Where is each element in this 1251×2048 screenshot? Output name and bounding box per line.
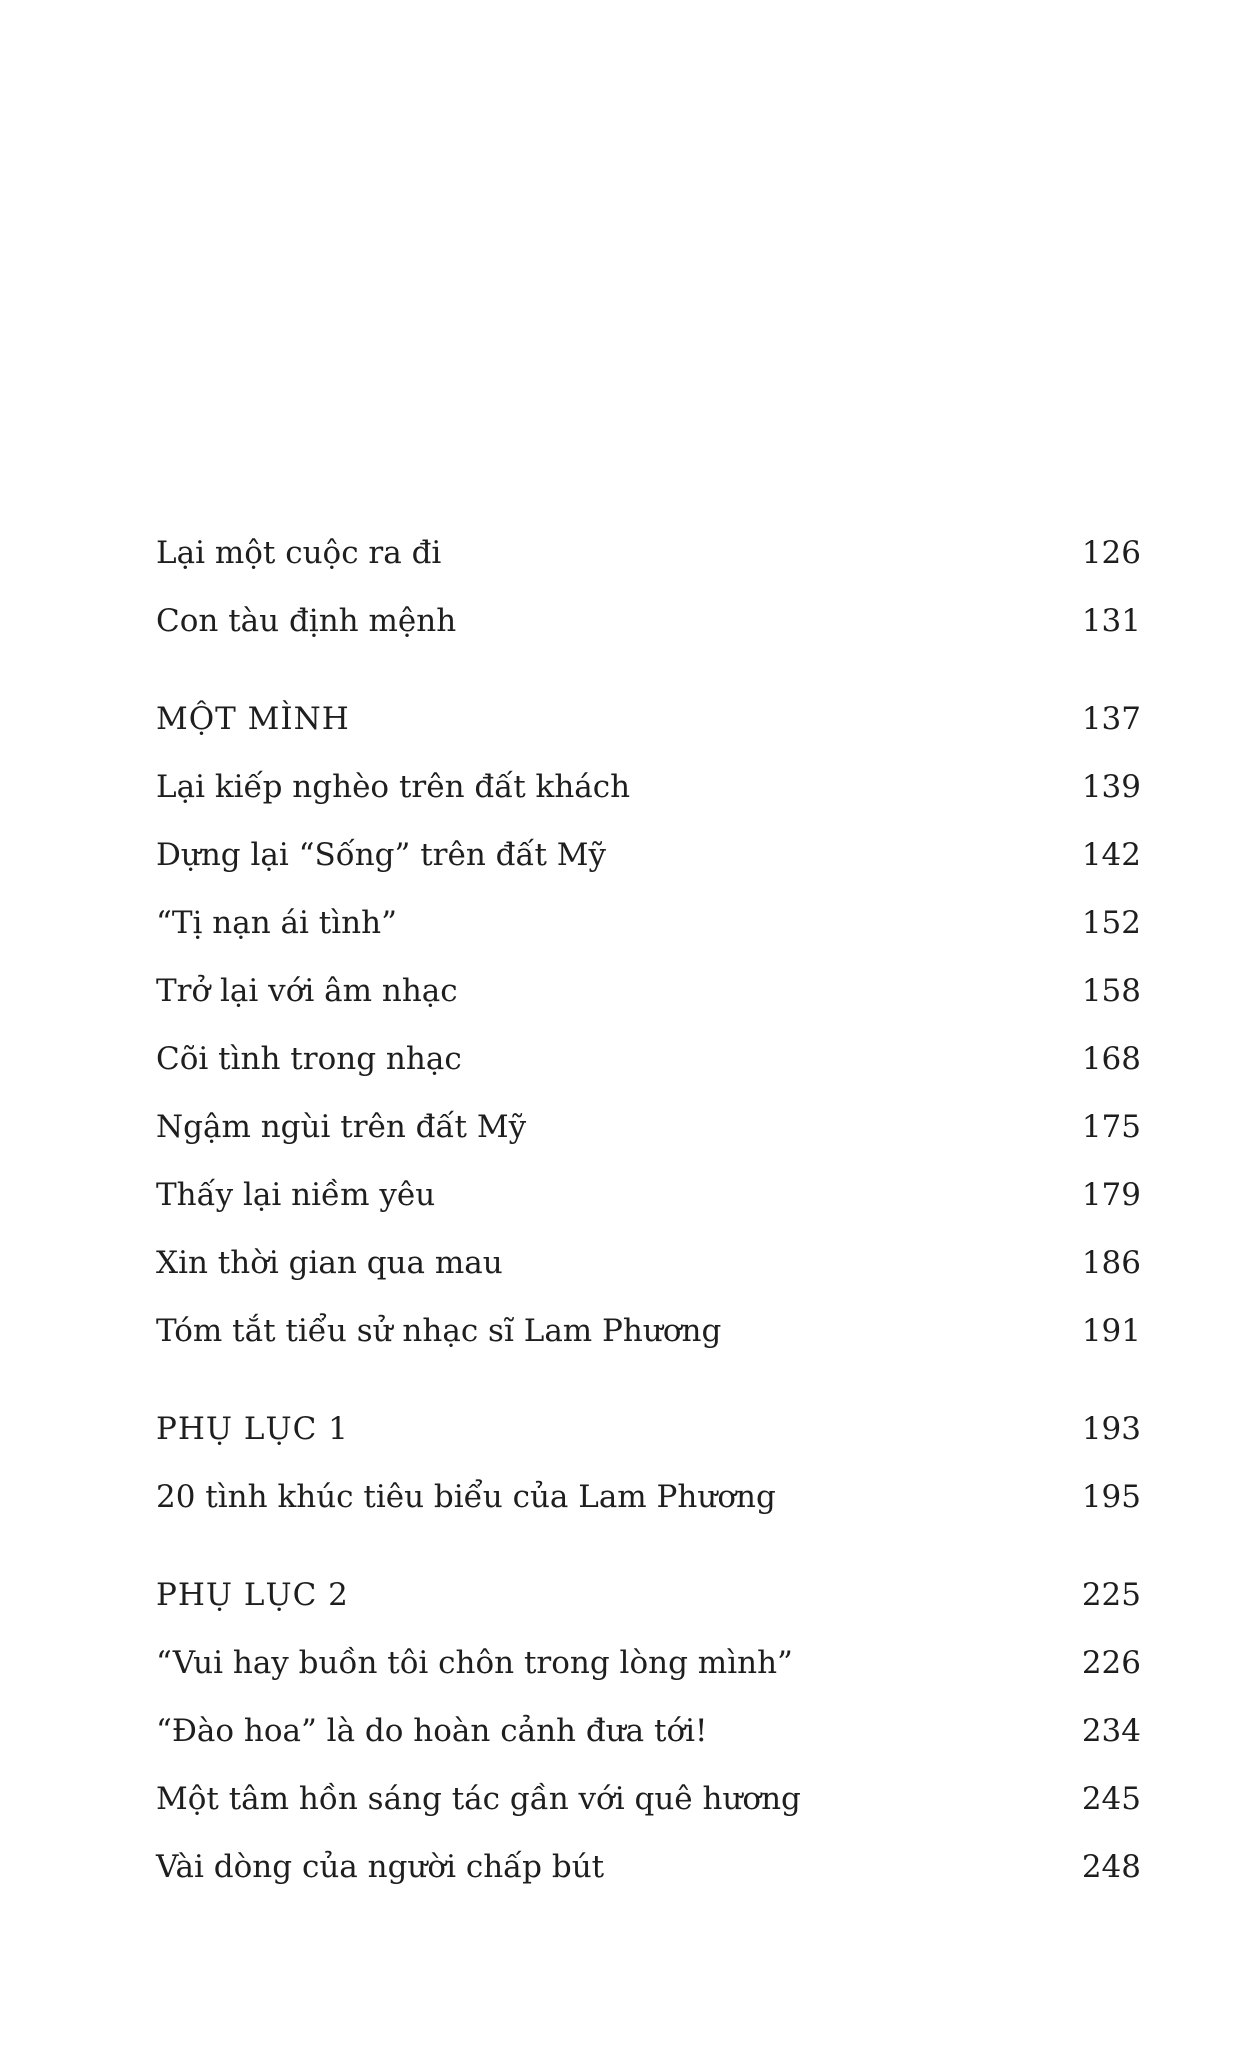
toc-entry (156, 527, 1141, 579)
toc-entry (156, 1471, 1141, 1523)
toc-entry (156, 1033, 1141, 1085)
toc-section-title: MỘT MÌNH (156, 701, 350, 737)
toc-entry-title: 20 tình khúc tiêu biểu của Lam Phương (156, 1479, 776, 1515)
toc-entry (156, 1773, 1141, 1825)
toc-entry-page: 248 (1081, 1849, 1141, 1885)
toc-entry-title: Lại một cuộc ra đi (156, 535, 442, 571)
toc-entry-title: “Đào hoa” là do hoàn cảnh đưa tới! (156, 1713, 708, 1749)
toc-entry-page: 139 (1081, 769, 1141, 805)
toc-entry-page: 186 (1081, 1245, 1141, 1281)
toc-entry (156, 1637, 1141, 1689)
toc-entry (156, 1237, 1141, 1289)
toc-entry-page: 126 (1081, 535, 1141, 571)
toc-entry-title: Con tàu định mệnh (156, 603, 457, 639)
toc-entry (156, 829, 1141, 881)
toc-entry (156, 1101, 1141, 1153)
toc-entry-title: Xin thời gian qua mau (156, 1245, 503, 1281)
toc-entry (156, 897, 1141, 949)
toc-entry-page: 179 (1081, 1177, 1141, 1213)
toc-entry-page: 131 (1081, 603, 1141, 639)
toc-entry (156, 595, 1141, 647)
toc-entry-title: “Tị nạn ái tình” (156, 905, 397, 941)
toc-entry-title: Tóm tắt tiểu sử nhạc sĩ Lam Phương (156, 1313, 722, 1349)
toc-entry-page: 191 (1081, 1313, 1141, 1349)
toc-entry (156, 965, 1141, 1017)
toc-section-page: 225 (1081, 1577, 1141, 1613)
toc-entry-page: 158 (1081, 973, 1141, 1009)
toc-entry (156, 1305, 1141, 1357)
toc-section-page: 193 (1081, 1411, 1141, 1447)
toc-entry-title: Ngậm ngùi trên đất Mỹ (156, 1109, 527, 1145)
toc-entry-page: 234 (1081, 1713, 1141, 1749)
toc-section-heading (156, 693, 1141, 745)
toc-entry-title: Thấy lại niềm yêu (156, 1177, 436, 1213)
toc-entry (156, 1841, 1141, 1893)
toc-section-heading (156, 1569, 1141, 1621)
toc-entry-title: Dựng lại “Sống” trên đất Mỹ (156, 837, 607, 873)
toc-entry-page: 168 (1081, 1041, 1141, 1077)
toc-entry-page: 142 (1081, 837, 1141, 873)
toc-entry (156, 761, 1141, 813)
toc-entry (156, 1169, 1141, 1221)
toc-entry-page: 175 (1081, 1109, 1141, 1145)
toc-section-title: PHỤ LỤC 2 (156, 1577, 349, 1613)
table-of-contents (156, 0, 1141, 2048)
toc-entry-title: Trở lại với âm nhạc (156, 973, 458, 1009)
toc-entry-title: Một tâm hồn sáng tác gần với quê hương (156, 1781, 801, 1817)
toc-entry-page: 152 (1081, 905, 1141, 941)
toc-entry (156, 1705, 1141, 1757)
toc-section-heading (156, 1403, 1141, 1455)
toc-entry-title: Cõi tình trong nhạc (156, 1041, 462, 1077)
toc-entry-title: Vài dòng của người chấp bút (156, 1849, 605, 1885)
toc-section-title: PHỤ LỤC 1 (156, 1411, 349, 1447)
toc-entry-page: 195 (1081, 1479, 1141, 1515)
toc-section-page: 137 (1081, 701, 1141, 737)
toc-entry-title: Lại kiếp nghèo trên đất khách (156, 769, 631, 805)
toc-entry-page: 245 (1081, 1781, 1141, 1817)
toc-entry-title: “Vui hay buồn tôi chôn trong lòng mình” (156, 1645, 793, 1681)
toc-entry-page: 226 (1081, 1645, 1141, 1681)
